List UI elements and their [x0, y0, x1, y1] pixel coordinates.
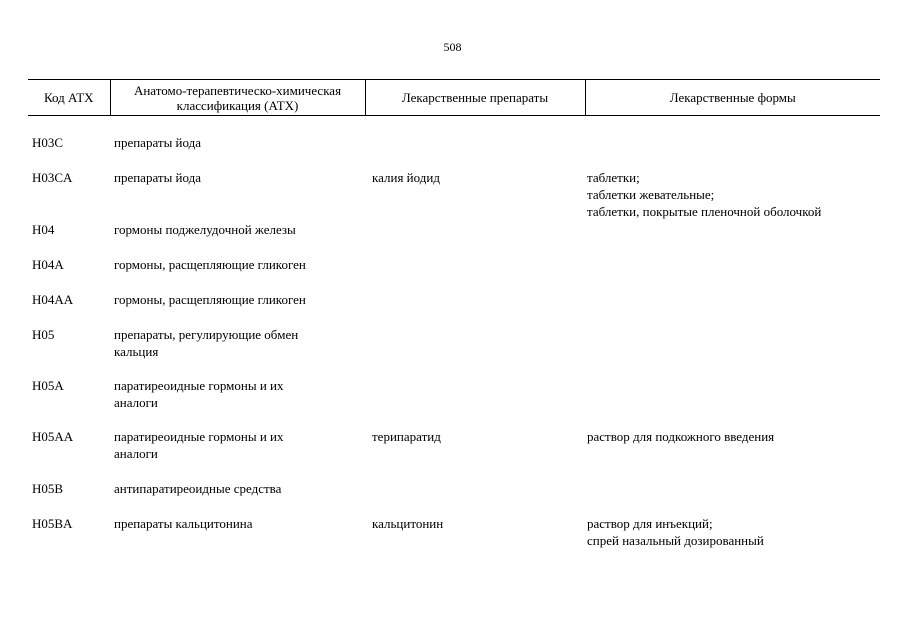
- atx-classification-cell-line: антипаратиреоидные средства: [114, 481, 282, 496]
- dosage-form-cell: [585, 256, 880, 291]
- table-row: [28, 428, 880, 480]
- atx-table-container: [28, 79, 880, 567]
- atx-classification-cell-line: гормоны поджелудочной железы: [114, 222, 296, 237]
- table-row: [28, 515, 880, 567]
- atx-classification-cell-line: аналоги: [114, 395, 158, 410]
- atx-classification-cell-line: гормоны, расщепляющие гликоген: [114, 292, 306, 307]
- drug-cell: [365, 291, 585, 326]
- drug-cell: [365, 169, 585, 221]
- table-row: [28, 221, 880, 256]
- atx-classification-cell: [110, 256, 365, 291]
- header-dosage-forms: Лекарственные формы: [585, 80, 880, 116]
- drug-cell-line: терипаратид: [372, 429, 441, 444]
- atx-classification-cell-line: препараты йода: [114, 170, 202, 185]
- atx-code-cell: H04: [32, 222, 55, 237]
- dosage-form-cell-line: таблетки жевательные;: [587, 187, 715, 202]
- atx-classification-cell: [110, 221, 365, 256]
- atx-code-cell: H05B: [32, 481, 64, 496]
- dosage-form-cell: [585, 515, 880, 567]
- atx-table: [28, 79, 880, 567]
- atx-classification-cell: [110, 515, 365, 567]
- page-number: 508: [443, 40, 462, 54]
- dosage-form-cell-line: таблетки, покрытые пленочной оболочкой: [587, 204, 822, 219]
- drug-cell-line: кальцитонин: [372, 516, 444, 531]
- dosage-form-cell: [585, 291, 880, 326]
- atx-code-cell: H05: [32, 327, 55, 342]
- dosage-form-cell: [585, 480, 880, 515]
- dosage-form-cell: [585, 116, 880, 170]
- atx-classification-cell: [110, 480, 365, 515]
- atx-code-cell: H04AA: [32, 292, 74, 307]
- atx-classification-cell-line: паратиреоидные гормоны и их: [114, 429, 284, 444]
- dosage-form-cell: [585, 221, 880, 256]
- header-atx-code: Код АТХ: [43, 90, 94, 105]
- dosage-form-cell: [585, 428, 880, 480]
- drug-cell-line: калия йодид: [372, 170, 440, 185]
- atx-classification-cell-line: препараты, регулирующие обмен: [114, 327, 299, 342]
- atx-classification-cell: [110, 169, 365, 221]
- table-row: [28, 326, 880, 377]
- dosage-form-cell-line: раствор для подкожного введения: [587, 429, 775, 444]
- header-atx-classification: Анатомо-терапевтическо-химическая классификация (АТХ): [110, 80, 365, 116]
- drug-cell: [365, 480, 585, 515]
- dosage-form-cell-line: спрей назальный дозированный: [587, 533, 764, 548]
- dosage-form-cell-line: таблетки;: [587, 170, 640, 185]
- dosage-form-cell: [585, 326, 880, 377]
- atx-classification-cell-line: гормоны, расщепляющие гликоген: [114, 257, 306, 272]
- atx-classification-cell-line: кальция: [114, 344, 159, 359]
- atx-code-cell: H05AA: [32, 429, 74, 444]
- drug-cell: [365, 326, 585, 377]
- atx-classification-cell: [110, 291, 365, 326]
- drug-cell: [365, 256, 585, 291]
- atx-code-cell: H03CA: [32, 170, 73, 185]
- table-row: [28, 377, 880, 428]
- table-row: [28, 116, 880, 170]
- atx-classification-cell-line: паратиреоидные гормоны и их: [114, 378, 284, 393]
- atx-classification-cell-line: препараты йода: [114, 135, 202, 150]
- dosage-form-cell: [585, 169, 880, 221]
- atx-classification-cell-line: аналоги: [114, 446, 158, 461]
- drug-cell: [365, 221, 585, 256]
- table-row: [28, 256, 880, 291]
- dosage-form-cell: [585, 377, 880, 428]
- dosage-form-cell-line: раствор для инъекций;: [587, 516, 713, 531]
- atx-code-cell: H04A: [32, 257, 64, 272]
- atx-code-cell: H05A: [32, 378, 64, 393]
- drug-cell: [365, 515, 585, 567]
- table-row: [28, 480, 880, 515]
- drug-cell: [365, 428, 585, 480]
- atx-classification-cell: [110, 116, 365, 170]
- header-drugs: Лекарственные препараты: [365, 80, 585, 116]
- atx-classification-cell-line: препараты кальцитонина: [114, 516, 253, 531]
- atx-classification-cell: [110, 326, 365, 377]
- drug-cell: [365, 116, 585, 170]
- atx-classification-cell: [110, 428, 365, 480]
- table-header-row: [28, 80, 880, 116]
- drug-cell: [365, 377, 585, 428]
- atx-code-cell: H05BA: [32, 516, 73, 531]
- table-header: [28, 80, 880, 116]
- atx-classification-cell: [110, 377, 365, 428]
- table-row: [28, 291, 880, 326]
- atx-code-cell: H03C: [32, 135, 64, 150]
- table-row: [28, 169, 880, 221]
- table-body: [28, 116, 880, 568]
